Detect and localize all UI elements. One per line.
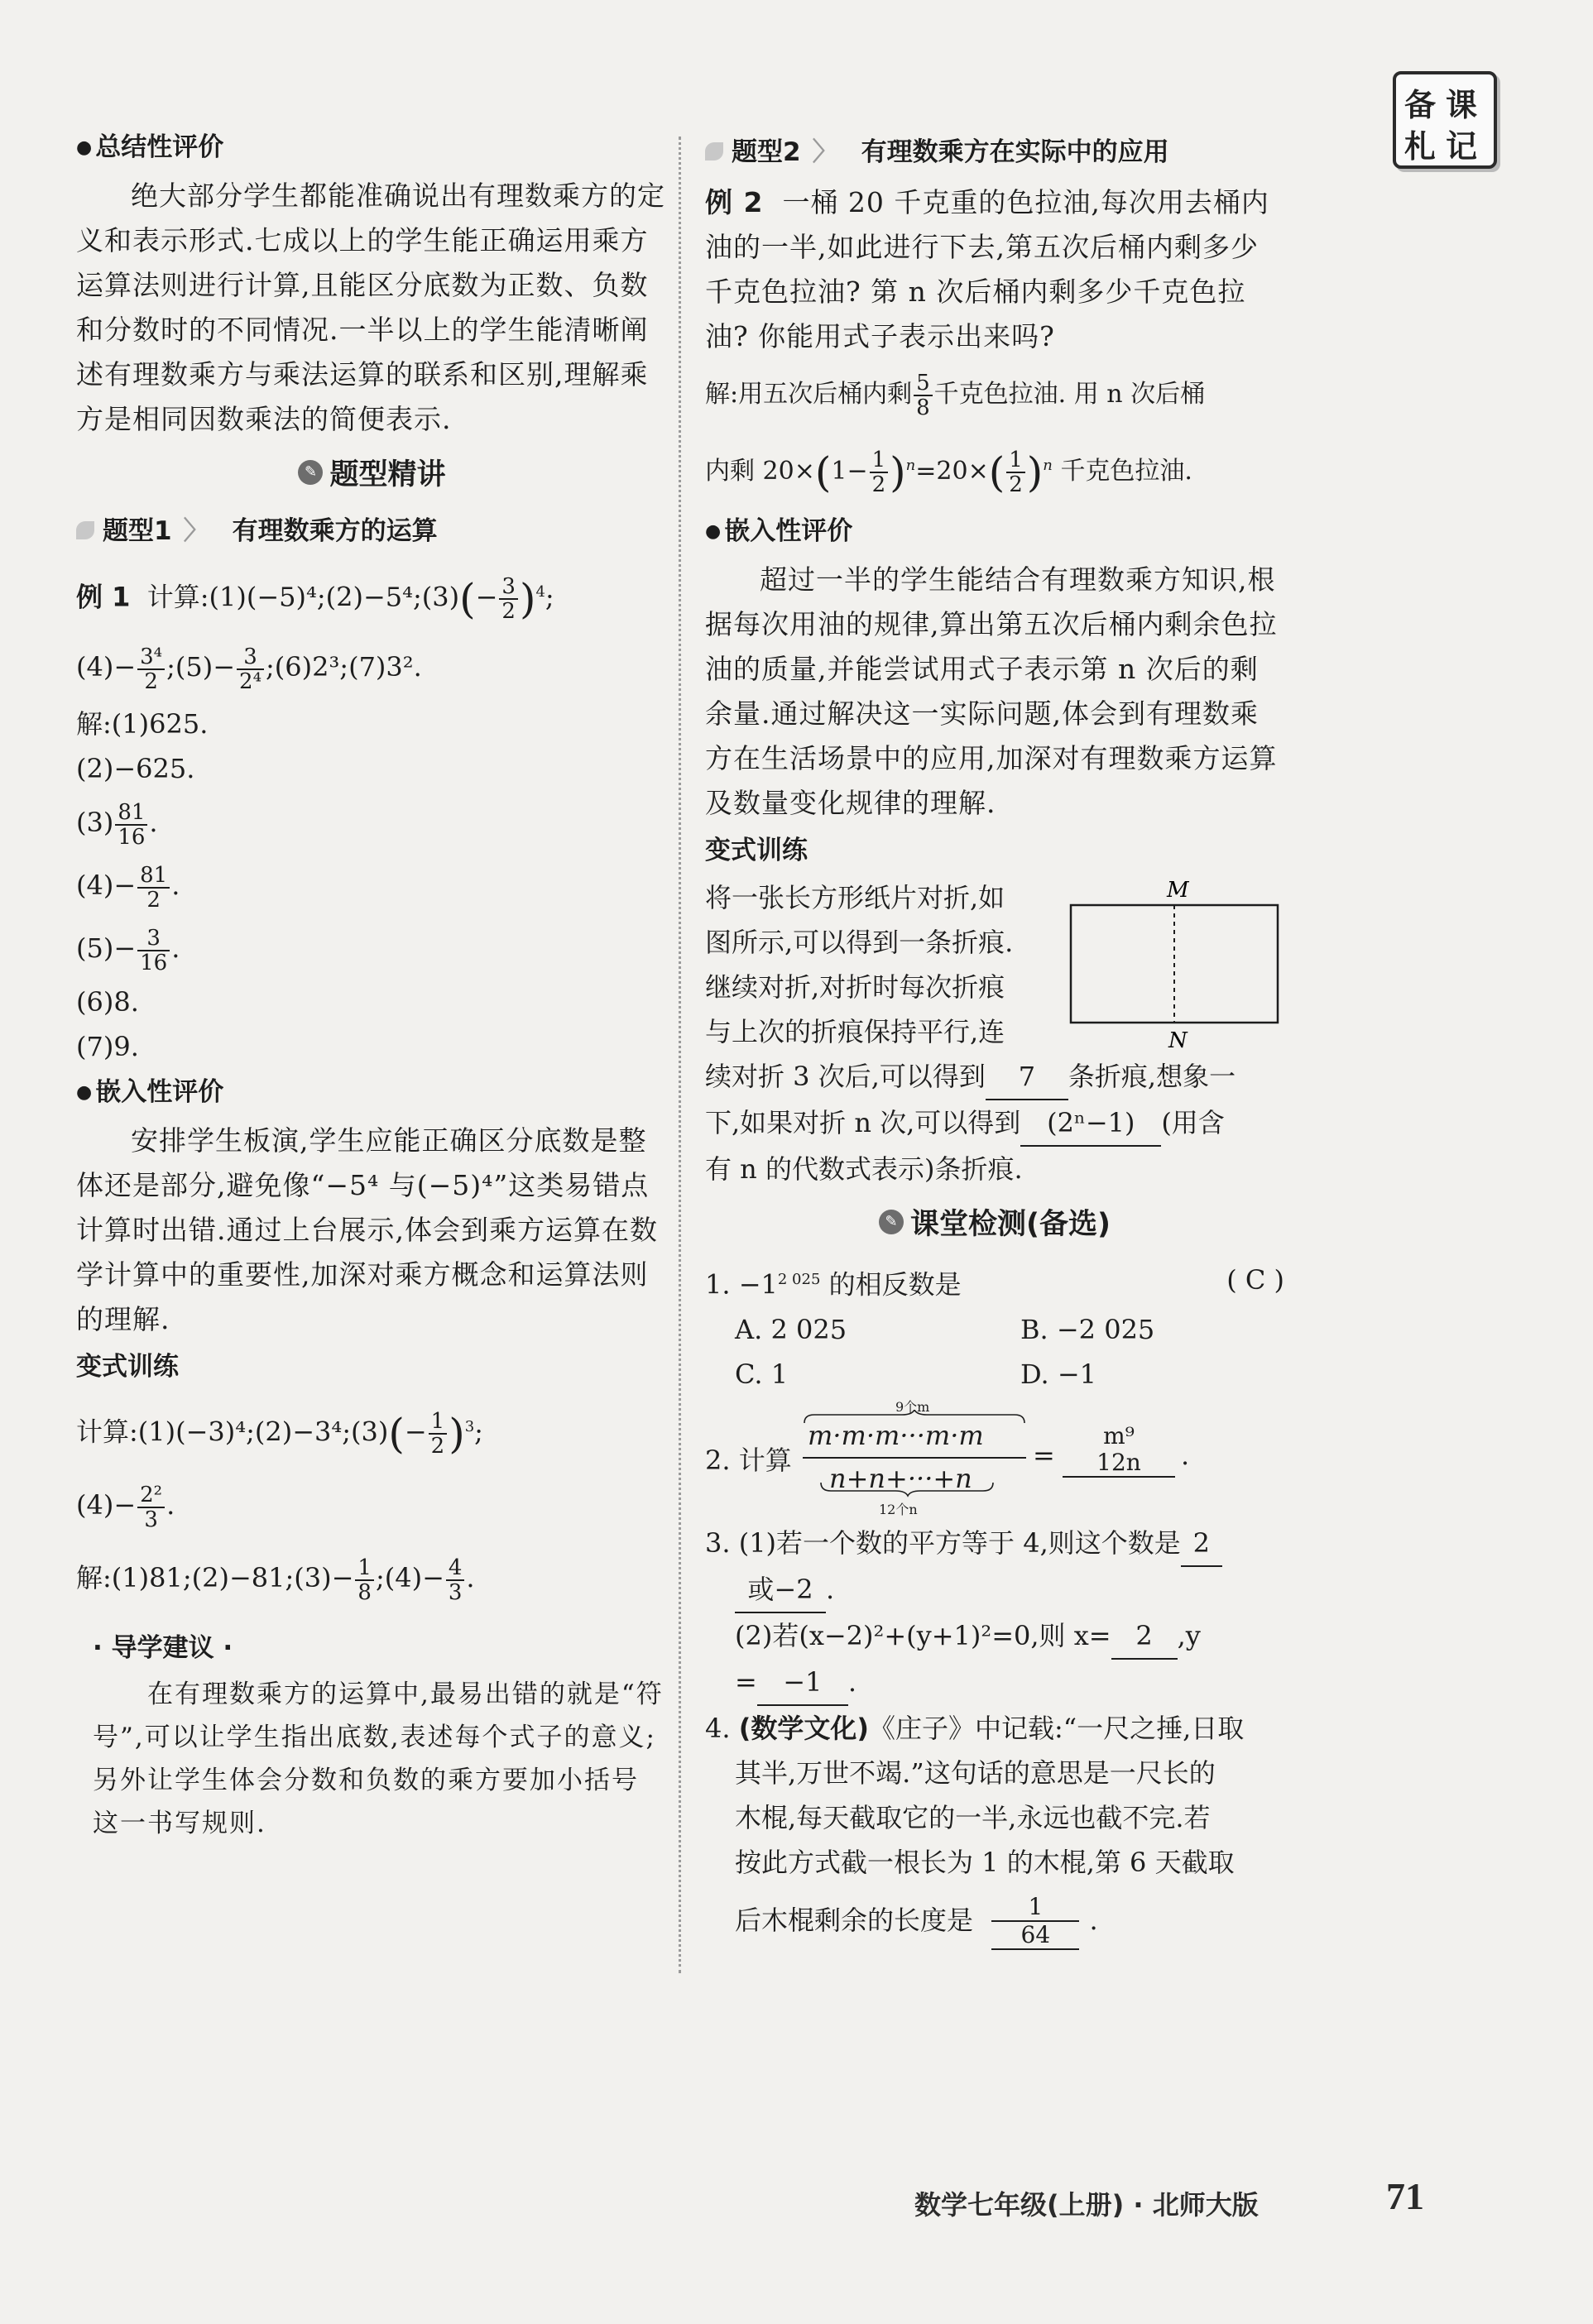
logo-badge: [1393, 71, 1497, 169]
question-3-part1b: 或−2 .: [705, 1567, 1284, 1613]
choice-row: [705, 1352, 1284, 1397]
question-1: 1. $-1^{2 025}$ 的相反数是 ( C ): [705, 1258, 1284, 1307]
leaf-icon: [76, 521, 94, 539]
question-1-answer: ( C ): [1226, 1264, 1284, 1296]
section-icon: ✎: [879, 1210, 904, 1234]
section-title: ✎ 题型精讲: [76, 450, 668, 500]
answer-blank: 或−2: [735, 1567, 826, 1613]
solution-5: (5)− $\frac{3}{16}$ .: [76, 925, 180, 975]
variant-text-line: 与上次的折痕保持平行,连: [705, 1016, 1005, 1047]
label-n: N: [1168, 1028, 1188, 1052]
variant-heading-left: 变式训练: [76, 1352, 179, 1382]
chevron-right-icon: 〉: [183, 516, 209, 546]
guide-heading: · 导学建议 ·: [93, 1633, 233, 1664]
variant-text-line: 继续对折,对折时每次折痕: [705, 971, 1005, 1003]
right-column: [705, 124, 1284, 1956]
example1-line2: (4)− $\frac{\text{3⁴}}{2}$ ;(5)− $\frac{3}{\text{2⁴}}$ ;(6)2³;(7)3².: [76, 644, 422, 694]
chevron-right-icon: 〉: [812, 137, 838, 167]
question-3-part2b: = −1 .: [705, 1660, 1284, 1706]
variant-line7: 有 n 的代数式表示)条折痕.: [705, 1153, 1023, 1185]
guide-text: 在有理数乘方的运算中,最易出错的就是“符号”,可以让学生指出底数,表述每个式子的意义;另外让学生体会分数和负数的乘方要加小括号这一书写规则.: [93, 1680, 664, 1839]
choice-a: A. 2 025: [735, 1313, 847, 1345]
brace-label-top: 9个m: [895, 1398, 930, 1415]
embed-heading-right: ● 嵌入性评价: [705, 510, 1284, 556]
question-4-answer: $\frac{1}{64}$: [991, 1894, 1079, 1950]
left-column: [76, 124, 668, 1845]
answer-blank: 7: [986, 1054, 1068, 1100]
label-m: M: [1167, 878, 1189, 903]
solution-1: 解:(1)625.: [76, 708, 209, 740]
choice-b: B. −2 025: [1020, 1313, 1155, 1345]
answer-blank: (2ⁿ−1): [1020, 1100, 1161, 1147]
embed-heading-left: ● 嵌入性评价: [76, 1071, 668, 1117]
logo-char: 记: [1446, 127, 1478, 165]
choice-d: D. −1: [1020, 1358, 1097, 1390]
folded-paper-figure: [1069, 870, 1284, 1052]
question-3-part2: (2)若(x−2)²+(y+1)²=0,则 x= 2 ,y: [705, 1613, 1284, 1660]
logo-char: 课: [1446, 86, 1478, 123]
footer-book-title: 数学七年级(上册) · 北师大版: [914, 2189, 1259, 2221]
answer-blank: −1: [757, 1660, 848, 1706]
variant-text-line: 图所示,可以得到一条折痕.: [705, 927, 1014, 958]
solution-2: (2)−625.: [76, 753, 195, 785]
question-2-answer: m⁹ 12n: [1063, 1423, 1175, 1478]
leaf-icon: [705, 142, 723, 161]
question-4-line5: 后木棍剩余的长度是 $\frac{1}{64}$ .: [735, 1893, 1098, 1949]
fraction-numerator: m·m·m···m·m: [808, 1419, 984, 1451]
choice-row: [705, 1307, 1284, 1352]
section-icon: ✎: [298, 460, 323, 485]
solution-3: (3) $\frac{81}{16}$ .: [76, 799, 158, 850]
brace-label-bottom: 12个n: [879, 1501, 918, 1517]
answer-blank: 2: [1181, 1521, 1222, 1567]
variant-solution: 解:(1)81;(2)−81;(3)− $\frac{1}{8}$ ;(4)− $\frac{4}{3}$ .: [76, 1555, 475, 1605]
variant-line5: 续对折 3 次后,可以得到 7 条折痕,想象一: [705, 1054, 1284, 1100]
logo-char: 备: [1404, 86, 1437, 123]
example1-line1: 例 1 计算:(1)(−5)⁴;(2)−5⁴;(3)(− $\frac{3}{2}$ )$^4$;: [76, 574, 554, 625]
page-number: 71: [1386, 2175, 1424, 2217]
example2-solution-2: 内剩 20×(1− $\frac{1}{2}$ )$^n$=20×( $\frac{1}{2}$ )$^n$ 千克色拉油.: [705, 448, 1192, 497]
solution-4: (4)− $\frac{81}{2}$ .: [76, 862, 180, 913]
summary-heading: ● 总结性评价: [76, 126, 668, 172]
variant-text-line: 将一张长方形纸片对折,如: [705, 882, 1005, 913]
example2-text: 例 2 一桶 20 千克重的色拉油,每次用去桶内油的一半,如此进行下去,第五次后桶内剩多少千克色拉油? 第 n 次后桶内剩多少千克色拉油? 你能用式子表示出来吗?: [705, 186, 1269, 352]
question-4-line1: 4. (数学文化)《庄子》中记载:“一尺之捶,日取: [705, 1712, 1245, 1744]
fraction-denominator: n+n+···+n: [829, 1462, 972, 1494]
question-2: 2. 计算 9个m m·m·m···m·m n+n+···+n 12个n = m⁹ 12n .: [705, 1397, 1284, 1521]
variant-block: [705, 875, 1284, 1054]
variant-line2: (4)− $\frac{\text{2²}}{3}$ .: [76, 1482, 175, 1532]
question-4-line2: 其半,万世不竭.”这句话的意思是一尺长的: [735, 1756, 1216, 1789]
question-3-part1: 3. (1)若一个数的平方等于 4,则这个数是 2: [705, 1521, 1284, 1567]
type1-heading: 题型1 〉 有理数乘方的运算: [76, 508, 668, 554]
question-4-line3: 木棍,每天截取它的一半,永远也截不完.若: [735, 1801, 1211, 1833]
choice-c: C. 1: [735, 1358, 789, 1390]
example2-solution-1: 解:用五次后桶内剩 $\frac{5}{8}$ 千克色拉油. 用 n 次后桶: [705, 371, 1206, 420]
solution-6: (6)8.: [76, 986, 139, 1018]
check-title: ✎ 课堂检测(备选): [705, 1200, 1284, 1249]
variant-heading-right: 变式训练: [705, 836, 808, 865]
solution-7: (7)9.: [76, 1031, 139, 1063]
embed-text-left: 安排学生板演,学生应能正确区分底数是整体还是部分,避免像“−5⁴ 与(−5)⁴”这类易错点计算时出错.通过上台展示,体会到乘方运算在数学计算中的重要性,加深对乘方概念和运算法则的理解.: [76, 1124, 658, 1336]
type2-heading: 题型2 〉 有理数乘方在实际中的应用: [705, 129, 1284, 175]
variant-line1: 计算:(1)(−3)⁴;(2)−3⁴;(3)(− $\frac{1}{2}$ )$^3$;: [76, 1409, 483, 1459]
answer-blank: 2: [1111, 1613, 1178, 1660]
variant-line6: 下,如果对折 n 次,可以得到 (2ⁿ−1) (用含: [705, 1100, 1284, 1147]
embed-text-right: 超过一半的学生能结合有理数乘方知识,根据每次用油的规律,算出第五次后桶内剩余色拉油的质量,并能尝试用式子表示第 n 次后的剩余量.通过解决这一实际问题,体会到有理数乘方在生活场景中的应用,加深对有理数乘方运算及数量变化规律的理解.: [705, 563, 1278, 819]
summary-text: 绝大部分学生都能准确说出有理数乘方的定义和表示形式.七成以上的学生能正确运用乘方运算法则进行计算,且能区分底数为正数、负数和分数时的不同情况.一半以上的学生能清晰阐述有理数乘方与乘法运算的联系和区别,理解乘方是相同因数乘法的简便表示.: [76, 180, 665, 435]
column-divider: [679, 137, 681, 1973]
logo-char: 札: [1404, 127, 1437, 165]
question-4-line4: 按此方式截一根长为 1 的木棍,第 6 天截取: [735, 1846, 1235, 1878]
